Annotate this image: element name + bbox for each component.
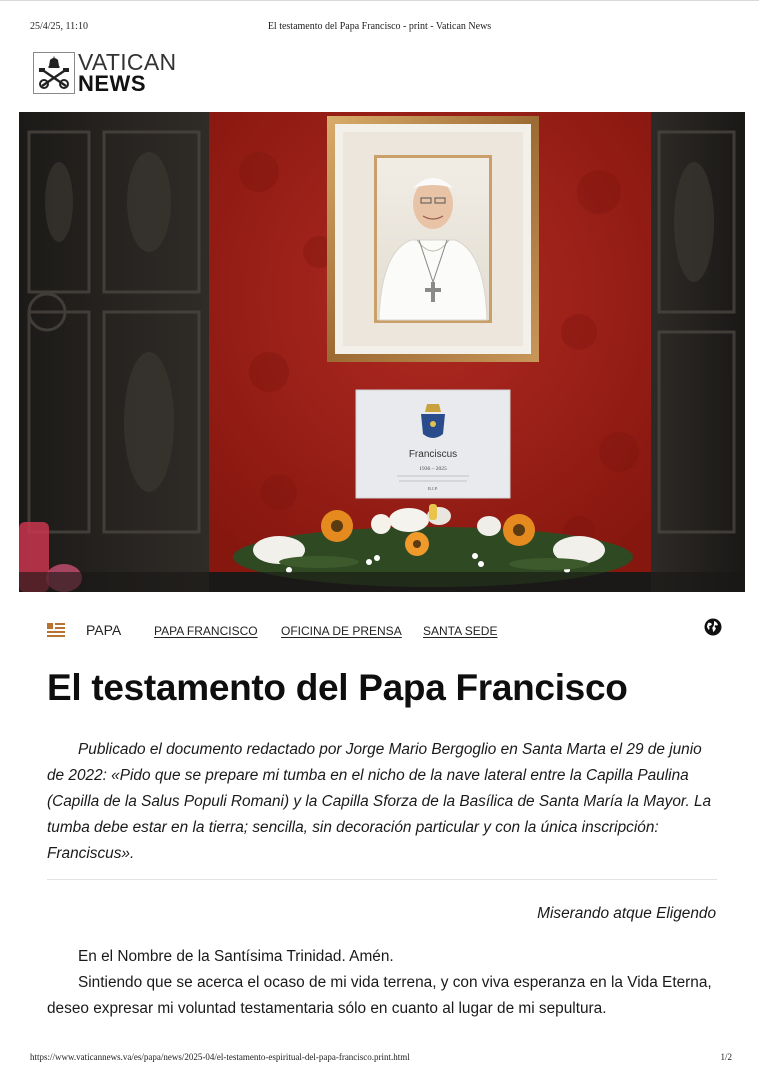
article-paragraph: En el Nombre de la Santísima Trinidad. Amén. bbox=[78, 948, 394, 965]
article-title: El testamento del Papa Francisco bbox=[47, 667, 628, 708]
divider bbox=[47, 879, 717, 880]
logo-text-vatican: VATICAN bbox=[78, 48, 177, 75]
hero-image bbox=[19, 112, 745, 592]
vatican-news-logo[interactable] bbox=[33, 48, 177, 96]
article-paragraph: Sintiendo que se acerca el ocaso de mi vida terrena, y con viva esperanza en la Vida Eterna, deseo expresar mi voluntad testamentaria sólo en cuanto al lugar de mi sepultura. bbox=[47, 974, 712, 1017]
tag-link-papa-francisco[interactable]: PAPA FRANCISCO bbox=[154, 624, 258, 638]
section-nav bbox=[47, 620, 722, 642]
tag-link-santa-sede[interactable]: SANTA SEDE bbox=[423, 624, 498, 638]
plaque-name: Franciscus bbox=[408, 449, 458, 460]
article-lead: Publicado el documento redactado por Jorge Mario Bergoglio en Santa Marta el 29 de junio de 2022: «Pido que se prepare mi tumba en el nicho de la nave lateral entre la Capilla Paulina (Capilla de la Salus Populi Romani) y la Capilla Sforza de la Basílica de Santa María la Mayor. La tumba debe estar en la tierra; sencilla, sin decoración particular y con la única inscripción: Franciscus». bbox=[47, 741, 712, 862]
article-motto: Miserando atque Eligendo bbox=[537, 905, 716, 922]
print-url: https://www.vaticannews.va/es/papa/news/2025-04/el-testamento-espiritual-del-papa-francisco.print.html bbox=[30, 1052, 410, 1062]
tag-link-oficina-de-prensa[interactable]: OFICINA DE PRENSA bbox=[281, 624, 402, 638]
logo-text-news: NEWS bbox=[78, 70, 146, 96]
plaque-rip: R.I.P. bbox=[428, 486, 438, 491]
print-document-title: El testamento del Papa Francisco - print - Vatican News bbox=[267, 21, 492, 32]
logo-wordmark bbox=[78, 48, 177, 96]
hero-image-illustration bbox=[19, 112, 745, 592]
print-datetime: 25/4/25, 11:10 bbox=[30, 21, 88, 32]
section-label[interactable]: PAPA bbox=[86, 622, 122, 638]
print-page-number: 1/2 bbox=[720, 1052, 732, 1062]
print-footer bbox=[0, 1049, 759, 1069]
vatican-emblem-icon bbox=[33, 52, 75, 94]
print-header bbox=[0, 0, 759, 31]
section-list-icon bbox=[47, 623, 65, 642]
plaque-years: 1936 – 2025 bbox=[419, 466, 447, 472]
globe-icon[interactable] bbox=[704, 618, 722, 641]
